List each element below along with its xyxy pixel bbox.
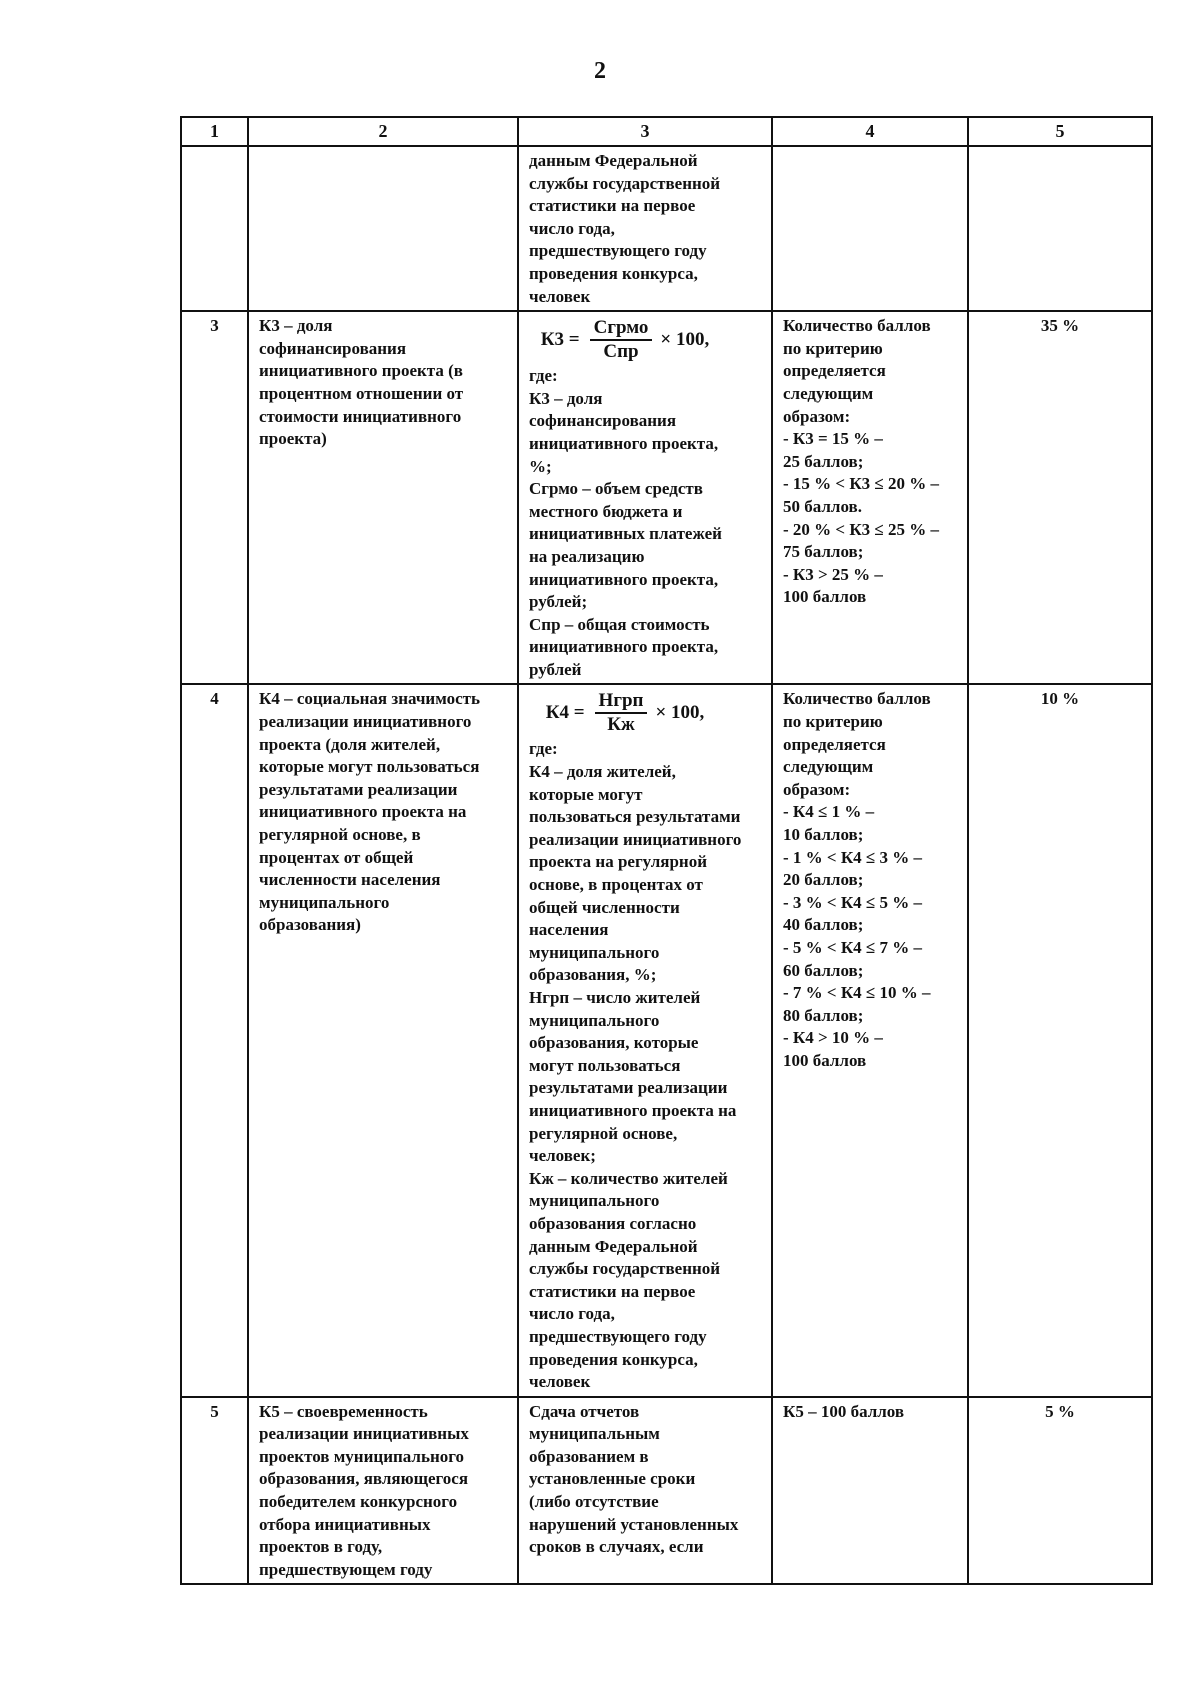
text-line: - К3 > 25 % – [783, 564, 883, 584]
text-line: К4 – доля жителей, [529, 762, 676, 782]
text-line: которые могут [529, 784, 643, 804]
weight-cell: 5 % [968, 1397, 1152, 1585]
formula-rhs: × 100, [660, 328, 710, 350]
text-line: результатами реализации [259, 779, 458, 799]
text-line: реализации инициативного [259, 712, 472, 732]
text-line: муниципального [529, 942, 660, 962]
formula-k3 [489, 315, 761, 365]
formula-fraction [590, 317, 653, 363]
text-line: 10 баллов; [783, 825, 864, 845]
scoring-cell [772, 684, 968, 1396]
calculation-cell [518, 311, 772, 684]
formula-explanation [529, 365, 761, 681]
text-line: - К3 = 15 % – [783, 429, 883, 449]
formula-explanation [529, 738, 761, 1393]
text-line: К5 – 100 баллов [783, 1401, 905, 1421]
text-line: инициативного проекта, [529, 433, 719, 453]
calculation-cell [518, 146, 772, 311]
text-line: проведения конкурса, [529, 263, 698, 283]
weight-cell: 10 % [968, 684, 1152, 1396]
text-line: инициативного проекта на [259, 802, 467, 822]
row-number: 5 [181, 1397, 248, 1585]
text-line: результатами реализации [529, 1078, 728, 1098]
formula-k4 [489, 688, 761, 738]
table-row-continuation [181, 146, 1152, 311]
text-line: (либо отсутствие [529, 1492, 659, 1512]
text-line: человек [529, 286, 591, 306]
text-line: определяется [783, 734, 886, 754]
formula-lhs: К4 = [545, 702, 585, 724]
text-line: К3 – доля [529, 388, 603, 408]
text-line: инициативного проекта (в [259, 361, 463, 381]
text-line: 25 баллов; [783, 451, 864, 471]
text-line: Количество баллов [783, 316, 931, 336]
text-line: определяется [783, 361, 886, 381]
text-line: число года, [529, 218, 615, 238]
table-header-row [181, 117, 1152, 146]
text-line: 50 баллов. [783, 496, 862, 516]
row-number: 4 [181, 684, 248, 1396]
formula-denominator: Спр [603, 341, 639, 363]
text-line: общей численности [529, 897, 680, 917]
text-line: численности населения [259, 870, 441, 890]
text-line: образования, являющегося [259, 1469, 469, 1489]
header-cell: 3 [518, 117, 772, 146]
text-line: регулярной основе, в [259, 825, 421, 845]
text-line: победителем конкурсного [259, 1492, 458, 1512]
criterion-cell [248, 311, 518, 684]
text-line: %; [529, 456, 552, 476]
text-line: где: [529, 366, 558, 386]
text-line: муниципального [529, 1191, 660, 1211]
formula-denominator: Кж [607, 714, 635, 736]
text-line: инициативных платежей [529, 524, 722, 544]
criterion-cell [248, 1397, 518, 1585]
cell-empty [248, 146, 518, 311]
text-line: проведения конкурса, [529, 1349, 698, 1369]
cell-empty [968, 146, 1152, 311]
text-line: нарушений установленных [529, 1514, 739, 1534]
text-line: - 5 % < К4 ≤ 7 % – [783, 938, 923, 957]
text-line: рублей [529, 659, 582, 679]
scoring-cell [772, 311, 968, 684]
text-line: инициативного проекта на [529, 1100, 737, 1120]
text-line: число года, [529, 1304, 615, 1324]
text-line: образом: [783, 406, 851, 426]
text-line: данным Федеральной [529, 151, 698, 170]
text-line: где: [529, 739, 558, 759]
text-line: могут пользоваться [529, 1055, 681, 1075]
formula-rhs: × 100, [655, 702, 705, 724]
text-line: проекта (доля жителей, [259, 734, 441, 754]
text-line: - 7 % < К4 ≤ 10 % – [783, 983, 931, 1003]
header-cell: 5 [968, 117, 1152, 146]
text-line: образования, %; [529, 965, 657, 985]
text-line: процентах от общей [259, 847, 414, 867]
text-line: следующим [783, 757, 874, 777]
text-line: - 20 % < К3 ≤ 25 % – [783, 519, 940, 539]
text-line: человек [529, 1372, 591, 1392]
text-line: сроков в случаях, если [529, 1537, 704, 1557]
header-cell: 1 [181, 117, 248, 146]
text-line: - К4 ≤ 1 % – [783, 802, 875, 822]
text-line: службы государственной [529, 1259, 721, 1279]
text-line: Количество баллов [783, 689, 931, 709]
text-line: службы государственной [529, 173, 721, 193]
text-line: стоимости инициативного [259, 406, 462, 426]
text-line: инициативного проекта, [529, 637, 719, 657]
criterion-cell [248, 684, 518, 1396]
text-line: проекта) [259, 429, 327, 449]
row-number: 3 [181, 311, 248, 684]
text-line: софинансирования [529, 411, 677, 431]
text-line: предшествующем году [259, 1559, 433, 1579]
text-line: рублей; [529, 592, 588, 612]
text-line: проектов в году, [259, 1537, 383, 1557]
text-line: установленные сроки [529, 1469, 696, 1489]
text-line: пользоваться результатами [529, 807, 741, 827]
text-line: статистики на первое [529, 196, 696, 216]
text-line: предшествующего году [529, 241, 707, 261]
text-line: процентном отношении от [259, 383, 464, 403]
text-line: регулярной основе, [529, 1123, 678, 1143]
text-line: основе, в процентах от [529, 875, 703, 895]
text-line: - 3 % < К4 ≤ 5 % – [783, 892, 923, 912]
text-line: по критерию [783, 712, 883, 732]
text-line: образования) [259, 915, 361, 935]
text-line: предшествующего году [529, 1326, 707, 1346]
text-line: муниципального [259, 892, 390, 912]
cell-empty [772, 146, 968, 311]
text-line: статистики на первое [529, 1281, 696, 1301]
header-cell: 4 [772, 117, 968, 146]
formula-fraction [595, 690, 648, 736]
text-line: 60 баллов; [783, 960, 864, 980]
text-line: образом: [783, 779, 851, 799]
formula-numerator: Нгрп [595, 690, 648, 714]
text-line: инициативного проекта, [529, 569, 719, 589]
text-line: отбора инициативных [259, 1514, 431, 1534]
cell-empty [181, 146, 248, 311]
scoring-cell [772, 1397, 968, 1585]
text-line: человек; [529, 1146, 596, 1166]
text-line: - К4 > 10 % – [783, 1028, 883, 1048]
table-row-k5 [181, 1397, 1152, 1585]
text-line: образования согласно [529, 1213, 697, 1233]
text-line: - 1 % < К4 ≤ 3 % – [783, 847, 923, 867]
text-line: образованием в [529, 1446, 649, 1466]
text-line: К4 – социальная значимость [259, 689, 480, 709]
text-line: 20 баллов; [783, 870, 864, 890]
text-line: реализации инициативных [259, 1424, 469, 1444]
text-line: муниципального [529, 1010, 660, 1030]
calculation-cell [518, 684, 772, 1396]
text-line: данным Федеральной [529, 1236, 698, 1256]
text-line: К5 – своевременность [259, 1401, 428, 1421]
text-line: Кж – количество жителей [529, 1168, 728, 1188]
text-line: на реализацию [529, 546, 645, 566]
text-line: которые могут пользоваться [259, 757, 480, 777]
text-line: Сдача отчетов [529, 1401, 640, 1421]
weight-cell: 35 % [968, 311, 1152, 684]
page-number: 2 [594, 58, 606, 84]
text-line: 75 баллов; [783, 542, 864, 562]
text-line: 40 баллов; [783, 915, 864, 935]
text-line: следующим [783, 383, 874, 403]
table-row-k3 [181, 311, 1152, 684]
text-line: местного бюджета и [529, 501, 683, 521]
criteria-table [180, 116, 1153, 1585]
calculation-cell [518, 1397, 772, 1585]
text-line: Спр – общая стоимость [529, 614, 710, 634]
text-line: проекта на регулярной [529, 852, 708, 872]
text-line: муниципальным [529, 1424, 660, 1444]
header-cell: 2 [248, 117, 518, 146]
text-line: по критерию [783, 338, 883, 358]
text-line: - 15 % < К3 ≤ 20 % – [783, 474, 940, 494]
text-line: образования, которые [529, 1033, 699, 1053]
text-line: реализации инициативного [529, 829, 742, 849]
text-line: 80 баллов; [783, 1005, 864, 1025]
text-line: К3 – доля [259, 316, 333, 336]
text-line: Нгрп – число жителей [529, 988, 701, 1007]
text-line: проектов муниципального [259, 1446, 465, 1466]
text-line: 100 баллов [783, 1050, 867, 1070]
text-line: 100 баллов [783, 587, 867, 607]
text-line: софинансирования [259, 338, 407, 358]
text-line: Сгрмо – объем средств [529, 479, 703, 499]
table-row-k4 [181, 684, 1152, 1396]
formula-numerator: Сгрмо [590, 317, 653, 341]
text-line: населения [529, 920, 609, 940]
formula-lhs: К3 = [540, 328, 580, 350]
